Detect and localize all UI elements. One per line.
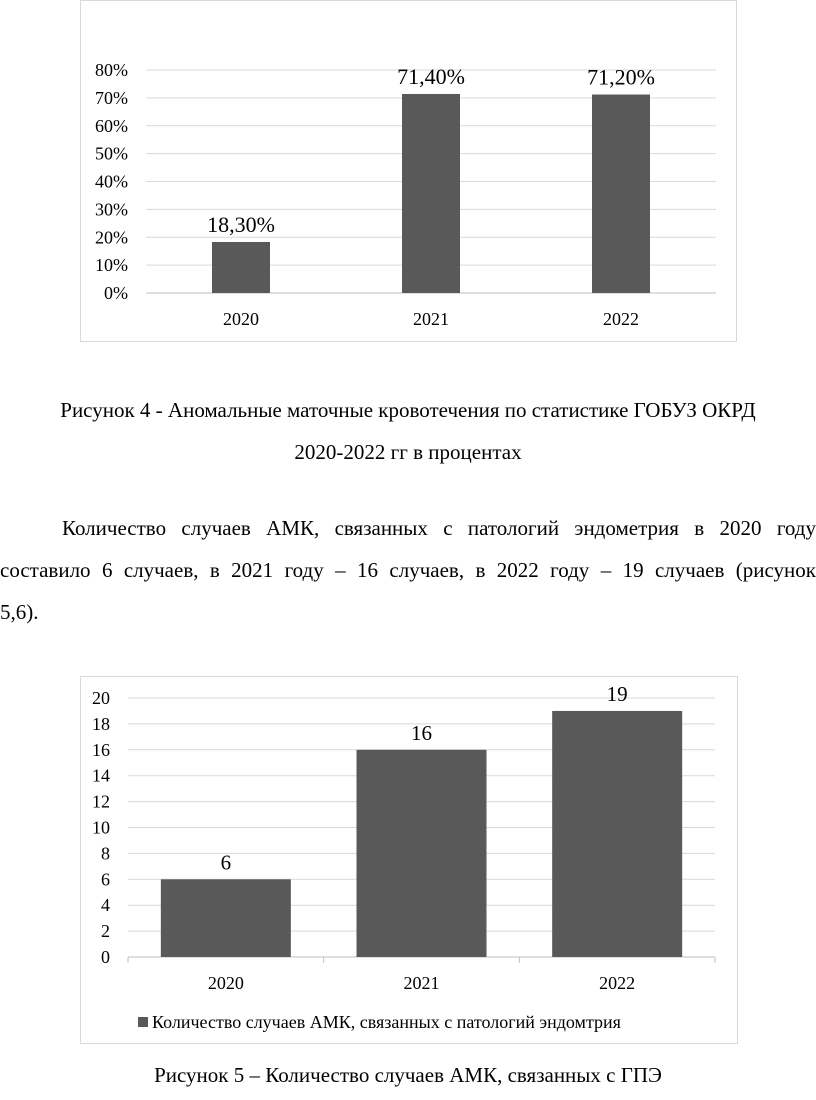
chart1-data-label: 18,30%: [207, 211, 275, 237]
chart1-data-label: 71,20%: [587, 64, 655, 90]
chart1-data-label: 71,40%: [397, 63, 465, 89]
chart2-legend-swatch: [138, 1017, 148, 1027]
paragraph-line-1: Количество случаев АМК, связанных с патологий эндометрия в 2020 году: [62, 516, 816, 540]
chart2-y-tick-label: 4: [101, 895, 110, 916]
chart2-y-tick-label: 8: [101, 843, 110, 864]
chart2-y-tick-label: 6: [101, 869, 110, 890]
chart1-x-tick-label: 2020: [223, 309, 259, 329]
chart-figure-5: [80, 676, 738, 1044]
chart2-x-tick-label: 2021: [403, 973, 440, 993]
figure-4-caption-line-2: 2020-2022 гг в процентах: [294, 440, 522, 464]
paragraph-line-3: 5,6).: [0, 600, 39, 624]
chart2-bar-2022: [552, 711, 682, 957]
chart-figure-4: [80, 0, 737, 342]
chart2-bar-2020: [161, 879, 291, 957]
chart2-y-tick-label: 2: [101, 921, 110, 942]
paragraph-line-2: составило 6 случаев, в 2021 году – 16 случаев, в 2022 году – 19 случаев (рисунок: [0, 558, 816, 582]
chart-figure-5-svg: [81, 677, 737, 1043]
chart2-data-label: 16: [411, 720, 432, 745]
chart2-x-tick-label: 2022: [599, 973, 636, 993]
chart1-y-tick-label: 80%: [95, 60, 128, 80]
chart1-y-tick-label: 40%: [95, 171, 128, 192]
chart1-y-tick-label: 70%: [95, 87, 128, 108]
chart1-y-tick-label: 0%: [104, 283, 128, 303]
chart1-x-tick-label: 2022: [603, 309, 639, 329]
chart1-y-tick-label: 50%: [95, 143, 128, 164]
chart2-legend-label: Количество случаев АМК, связанных с патологий эндомтрия: [152, 1012, 621, 1032]
chart1-bar-2021: [402, 94, 460, 293]
chart2-y-tick-label: 18: [92, 713, 110, 734]
chart2-y-tick-label: 12: [92, 791, 110, 812]
chart1-bar-2022: [592, 95, 650, 293]
chart2-y-tick-label: 20: [92, 688, 110, 708]
chart2-y-tick-label: 0: [101, 947, 110, 967]
figure-4-caption-line-1: Рисунок 4 - Аномальные маточные кровотечения по статистике ГОБУЗ ОКРД: [60, 398, 756, 422]
chart2-bar-2021: [357, 750, 487, 957]
chart1-y-tick-label: 60%: [95, 115, 128, 136]
chart2-y-tick-label: 16: [92, 739, 110, 760]
chart1-y-tick-label: 10%: [95, 255, 128, 276]
figure-5-caption-text: Рисунок 5 – Количество случаев АМК, связанных с ГПЭ: [154, 1063, 662, 1087]
chart2-x-tick-label: 2020: [207, 973, 244, 993]
chart-figure-4-svg: [81, 1, 736, 341]
chart2-data-label: 6: [220, 850, 232, 875]
chart1-y-tick-label: 30%: [95, 199, 128, 220]
chart1-bar-2020: [212, 242, 270, 293]
chart1-y-tick-label: 20%: [95, 227, 128, 248]
chart2-data-label: 19: [606, 681, 628, 706]
figure-4-caption: [0, 389, 816, 473]
chart2-y-tick-label: 14: [92, 765, 110, 786]
chart1-x-tick-label: 2021: [413, 309, 449, 329]
chart2-y-tick-label: 10: [92, 817, 110, 838]
figure-5-caption: [0, 1054, 816, 1096]
body-paragraph: [0, 507, 816, 633]
